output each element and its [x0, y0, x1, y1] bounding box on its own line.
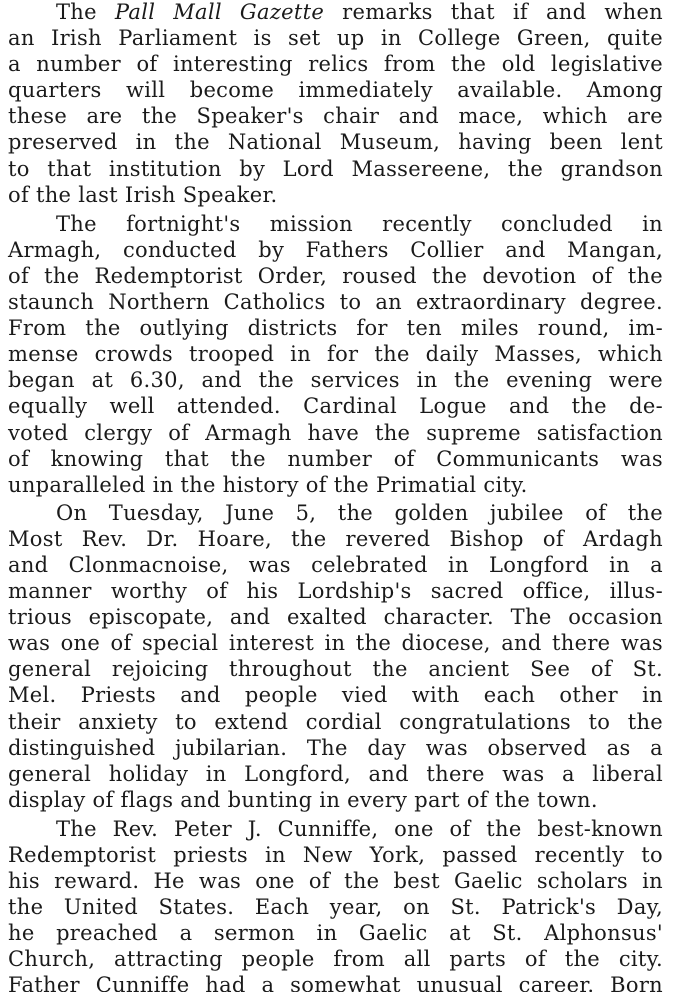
text-line: his reward. He was one of the best Gaelic scholars in: [8, 869, 663, 894]
text-line: the United States. Each year, on St. Patrick's Day,: [8, 895, 663, 920]
text-line: was one of special interest in the diocese, and there was: [8, 631, 663, 656]
text-line: of the last Irish Speaker.: [8, 182, 278, 207]
text-line: voted clergy of Armagh have the supreme satisfaction: [8, 420, 663, 445]
text-line: On Tuesday, June 5, the golden jubilee of the: [56, 500, 663, 525]
text-line: general rejoicing throughout the ancient See of St.: [8, 657, 663, 682]
text-line: of the Redemptorist Order, roused the devotion of the: [8, 263, 663, 288]
text-line: The Pall Mall Gazette remarks that if and when: [56, 0, 664, 24]
text-line: an Irish Parliament is set up in College Green, quite: [8, 26, 663, 51]
text-line: distinguished jubilarian. The day was observed as a: [8, 735, 663, 760]
text-line: a number of interesting relics from the old legislative: [8, 52, 663, 77]
text-line: Mel. Priests and people vied with each other in: [8, 683, 663, 708]
text-line: equally well attended. Cardinal Logue and the de-: [8, 394, 663, 419]
text-line: general holiday in Longford, and there was a liberal: [8, 761, 663, 786]
text-line: preserved in the National Museum, having been lent: [8, 130, 663, 155]
text-line: their anxiety to extend cordial congratulations to the: [8, 709, 663, 734]
text-line: trious episcopate, and exalted character. The occasion: [8, 605, 663, 630]
text-line: to that institution by Lord Massereene, the grandson: [8, 156, 663, 181]
paragraph-hoare-jubilee: [8, 500, 663, 813]
text-line: Redemptorist priests in New York, passed recently to: [8, 843, 663, 867]
text-line: mense crowds trooped in for the daily Masses, which: [8, 342, 663, 367]
text-line: display of flags and bunting in every part of the town.: [8, 787, 598, 812]
text-line: quarters will become immediately available. Among: [8, 78, 663, 103]
text-line: The fortnight's mission recently concluded in: [56, 211, 663, 236]
text-line: The Rev. Peter J. Cunniffe, one of the best-known: [56, 816, 663, 841]
text-line: began at 6.30, and the services in the evening were: [8, 368, 663, 393]
text-line: From the outlying districts for ten miles round, im-: [8, 316, 663, 341]
text-line: these are the Speaker's chair and mace, which are: [8, 104, 663, 129]
newspaper-title: Pall Mall Gazette: [114, 0, 325, 24]
text-line: Armagh, conducted by Fathers Collier and Mangan,: [8, 237, 663, 262]
text-line: Most Rev. Dr. Hoare, the revered Bishop of Ardagh: [8, 526, 663, 551]
text-line: Church, attracting people from all parts of the city.: [8, 947, 663, 972]
text-line: staunch Northern Catholics to an extraordinary degree.: [8, 290, 663, 315]
text-line: Father Cunniffe had a somewhat unusual career. Born: [8, 973, 663, 992]
text-line: of knowing that the number of Communicants was: [8, 446, 663, 471]
paragraph-pall-mall-gazette: [8, 0, 663, 208]
text-line: manner worthy of his Lordship's sacred office, illus-: [8, 579, 663, 604]
paragraph-cunniffe: [8, 816, 663, 992]
text-line: and Clonmacnoise, was celebrated in Longford in a: [8, 552, 663, 577]
text-line: unparalleled in the history of the Primatial city.: [8, 472, 528, 497]
text-line: he preached a sermon in Gaelic at St. Alphonsus': [8, 921, 663, 946]
paragraph-armagh-mission: [8, 211, 663, 498]
